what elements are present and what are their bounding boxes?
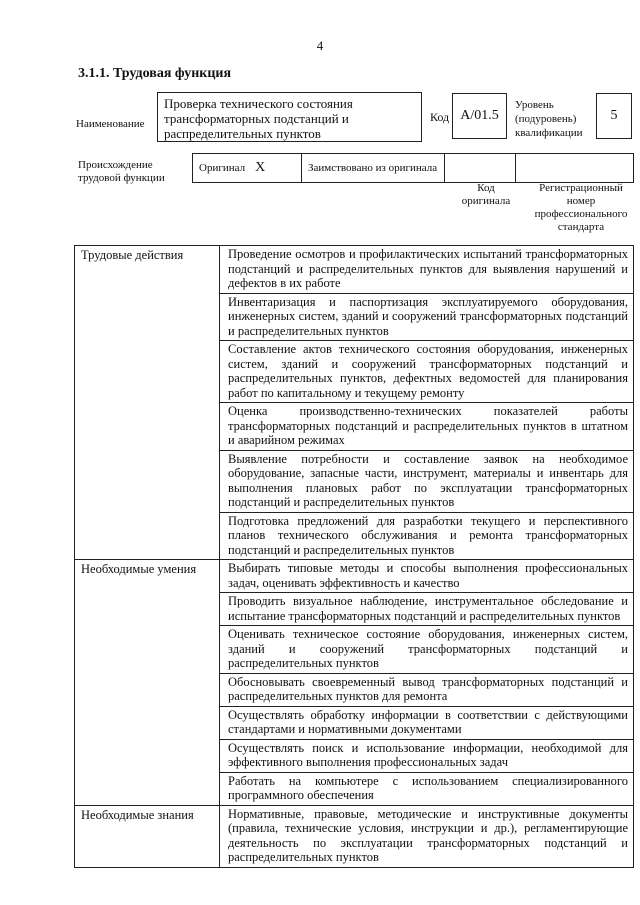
caption-original-code: Код оригинала bbox=[461, 182, 511, 207]
table-cell: Проведение осмотров и профилактических испытаний трансформаторных подстанций и распределительных пунктов для выявления нарушений и дефектов в их работе bbox=[220, 246, 634, 294]
table-cell: Осуществлять обработку информации в соответствии с действующими стандартами и нормативными документами bbox=[220, 706, 634, 739]
original-code-cell bbox=[445, 154, 516, 183]
level-label bbox=[515, 98, 582, 140]
table-cell: Работать на компьютере с использованием специализированного программного обеспечения bbox=[220, 772, 634, 805]
table-cell: Проводить визуальное наблюдение, инструментальное обследование и испытание трансформаторных подстанций и распределительных пунктов bbox=[220, 593, 634, 626]
section-title: Необходимые умения bbox=[75, 560, 220, 806]
table-cell: Составление актов технического состояния оборудования, инженерных систем, зданий и сооружений трансформаторных подстанций и распределительных пунктов, дефектных ведомостей для планирования работ по капитальному и текущему ремонту bbox=[220, 341, 634, 403]
table-cell: Выбирать типовые методы и способы выполнения профессиональных задач, оценивать эффективность и качество bbox=[220, 560, 634, 593]
table-cell: Подготовка предложений для разработки текущего и перспективного планов технического обслуживания и ремонта трансформаторных подстанций и распределительных пунктов bbox=[220, 512, 634, 560]
origin-borrowed-label: Заимствовано из оригинала bbox=[308, 162, 438, 174]
section-title: Трудовые действия bbox=[75, 246, 220, 560]
origin-label-line: Происхождение bbox=[78, 159, 153, 171]
code-value: A/01.5 bbox=[452, 93, 507, 139]
origin-label-line: трудовой функции bbox=[78, 172, 165, 184]
function-name: Проверка технического состояния трансформаторных подстанций и распределительных пунктов bbox=[157, 92, 422, 142]
table-row bbox=[75, 805, 634, 867]
registration-number-cell bbox=[516, 154, 634, 183]
code-label: Код bbox=[430, 110, 450, 124]
table-row bbox=[75, 560, 634, 593]
origin-original-label: Оригинал bbox=[199, 162, 246, 174]
level-label-line: Уровень bbox=[515, 99, 554, 111]
table-cell: Осуществлять поиск и использование информации, необходимой для эффективного выполнения профессиональных задач bbox=[220, 739, 634, 772]
page-number: 4 bbox=[316, 38, 324, 53]
origin-original-cell bbox=[193, 154, 302, 183]
table-cell: Оценивать техническое состояние оборудования, инженерных систем, зданий и сооружений трансформаторных подстанций и распределительных пунктов bbox=[220, 626, 634, 674]
table-cell: Оценка производственно-технических показателей работы трансформаторных подстанций и распределительных пунктов в штатном и аварийном режимах bbox=[220, 403, 634, 451]
table-cell: Обосновывать своевременный вывод трансформаторных подстанций и распределительных пунктов для ремонта bbox=[220, 673, 634, 706]
level-label-line: квалификации bbox=[515, 127, 583, 139]
name-label: Наименование bbox=[76, 118, 145, 130]
labor-function-table bbox=[74, 245, 634, 868]
origin-mark: X bbox=[255, 160, 266, 175]
level-label-line: (подуровень) bbox=[515, 113, 577, 125]
origin-table bbox=[192, 153, 634, 183]
section-title: Необходимые знания bbox=[75, 805, 220, 867]
origin-label bbox=[78, 159, 165, 185]
table-cell: Инвентаризация и паспортизация эксплуатируемого оборудования, инженерных систем, зданий и сооружений трансформаторных подстанций и распределительных пунктов bbox=[220, 293, 634, 341]
caption-registration-number: Регистрационный номер профессионального стандарта bbox=[534, 182, 628, 233]
section-heading: 3.1.1. Трудовая функция bbox=[78, 66, 232, 81]
table-row bbox=[75, 246, 634, 294]
level-value: 5 bbox=[596, 93, 632, 139]
table-cell: Выявление потребности и составление заявок на необходимое оборудование, запасные части, инструмент, материалы и инвентарь для выполнения плановых работ по эксплуатации трансформаторных подстанций и распределительных пунктов bbox=[220, 450, 634, 512]
origin-borrowed-cell bbox=[302, 154, 445, 183]
table-cell: Нормативные, правовые, методические и инструктивные документы (правила, технические условия, инструкции и др.), регламентирующие деятельность по эксплуатации трансформаторных подстанций и распределительных пунктов bbox=[220, 805, 634, 867]
